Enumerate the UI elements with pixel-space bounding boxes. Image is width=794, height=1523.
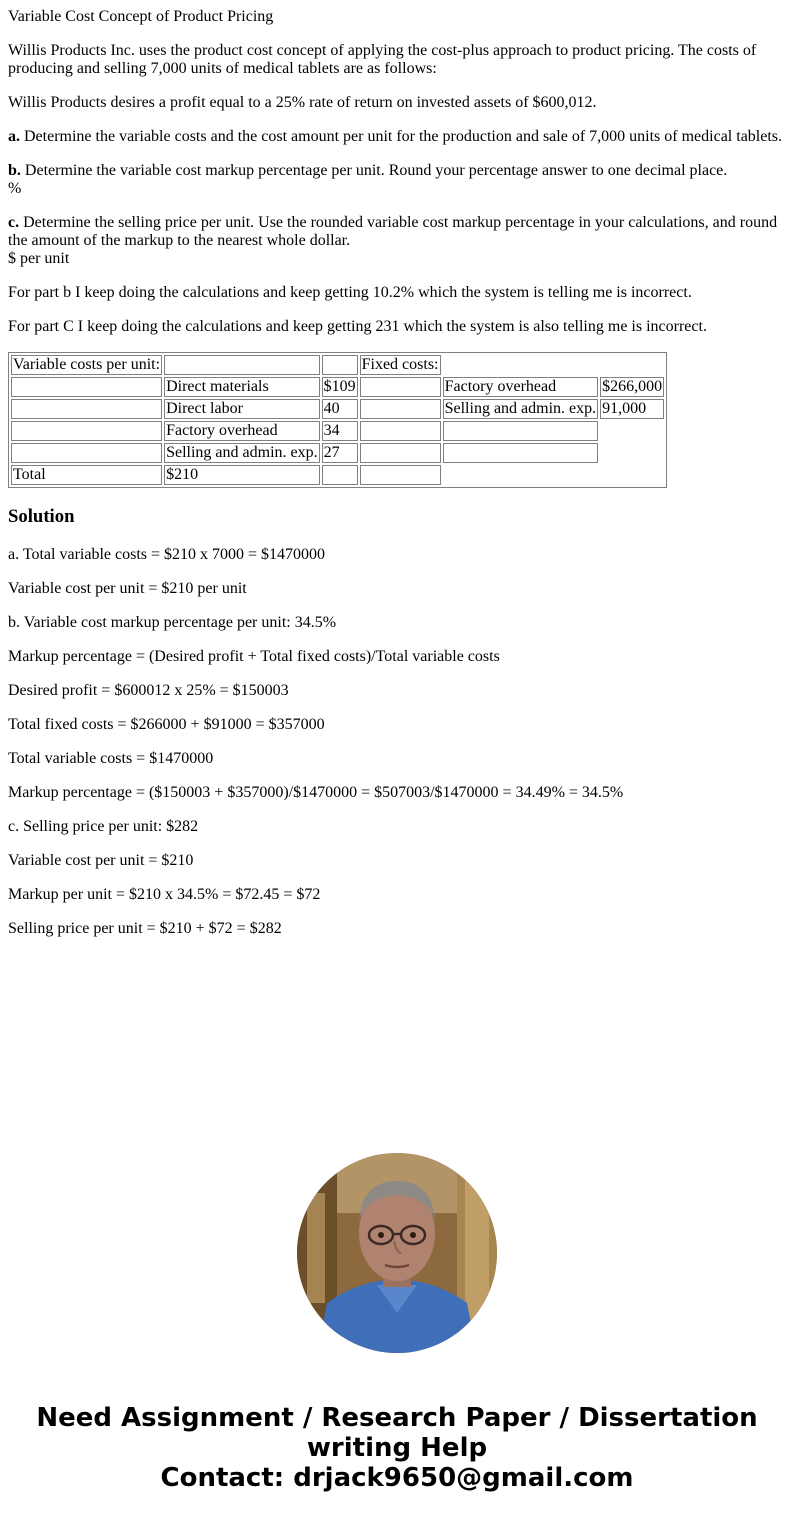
fixed-amount: $266,000 [602,378,663,395]
promo-line-2: writing Help [306,1433,488,1463]
table-row [11,399,664,419]
author-portrait [297,1153,497,1353]
table-cell [443,421,599,441]
total-label: Total [11,465,162,485]
solution-line: Variable cost per unit = $210 [8,852,194,869]
note-part-c: For part C I keep doing the calculations and keep getting 231 which the system is also telling me is incorrect. [8,318,707,335]
solution-line: Markup percentage = (Desired profit + Total fixed costs)/Total variable costs [8,648,500,665]
table-cell [360,465,441,485]
table-row [11,421,664,441]
part-c-text: Determine the selling price per unit. Use the rounded variable cost markup percentage in your calculations, and round the amount of the markup to the nearest whole dollar. [8,214,778,249]
table-cell [600,443,664,463]
table-cell [360,443,441,463]
part-b [8,162,786,198]
solution-line: Total fixed costs = $266000 + $91000 = $357000 [8,716,325,733]
table-cell [164,355,320,375]
variable-amount: $109 [323,378,356,395]
table-cell [11,399,162,419]
table-cell [322,355,358,375]
table-cell [600,421,664,441]
question-intro: Willis Products Inc. uses the product cost concept of applying the cost-plus approach to product pricing. The costs of producing and selling 7,000 units of medical tablets are as follows: [8,42,757,77]
solution-line: Markup percentage = ($150003 + $357000)/$1470000 = $507003/$1470000 = 34.49% = 34.5% [8,784,624,801]
variable-costs-header: Variable costs per unit: [13,356,161,373]
table-cell [360,377,441,397]
profit-requirement: Willis Products desires a profit equal to a 25% rate of return on invested assets of $600,012. [8,94,597,111]
promo-contact: Contact: drjack9650@gmail.com [160,1463,634,1493]
promo-line-1: Need Assignment / Research Paper / Dissertation [36,1403,758,1433]
solution-line: Markup per unit = $210 x 34.5% = $72.45 = $72 [8,886,321,903]
solution-line: Total variable costs = $1470000 [8,750,214,767]
fixed-item: Selling and admin. exp. [444,400,597,417]
solution-line: a. Total variable costs = $210 x 7000 = $1470000 [8,546,326,563]
table-cell [360,421,441,441]
table-row [11,443,664,463]
table-cell [322,465,358,485]
table-cell [11,377,162,397]
part-b-unit: % [8,180,22,197]
solution-body [8,546,786,938]
part-b-label: b. [8,162,21,179]
table-cell [11,421,162,441]
solution-line: Selling price per unit = $210 + $72 = $282 [8,920,282,937]
part-c [8,214,786,268]
fixed-amount: 91,000 [600,399,664,419]
cost-table [8,352,667,488]
fixed-item: Factory overhead [443,377,599,397]
table-cell [443,443,599,463]
table-cell [360,399,441,419]
variable-amount: 34 [322,421,358,441]
table-cell [443,355,665,375]
total-amount: $210 [164,465,320,485]
table-cell [11,443,162,463]
table-cell [443,465,665,485]
question-title: Variable Cost Concept of Product Pricing [8,8,274,25]
variable-item: Factory overhead [164,421,320,441]
variable-amount: 40 [322,399,358,419]
solution-heading: Solution [8,506,75,527]
part-a-label: a. [8,128,20,145]
part-c-unit: $ per unit [8,250,70,267]
table-row [11,355,664,375]
variable-item: Selling and admin. exp. [166,444,318,461]
part-b-text: Determine the variable cost markup percentage per unit. Round your percentage answer to one decimal place. [20,162,728,179]
variable-amount: 27 [322,443,358,463]
part-a-text: Determine the variable costs and the cost amount per unit for the production and sale of 7,000 units of medical tablets. [20,128,783,145]
table-row [11,377,664,397]
variable-item: Direct labor [164,399,320,419]
note-part-b: For part b I keep doing the calculations and keep getting 10.2% which the system is telling me is incorrect. [8,284,692,301]
solution-line: c. Selling price per unit: $282 [8,818,199,835]
table-row [11,465,664,485]
solution-line: Variable cost per unit = $210 per unit [8,580,247,597]
variable-item: Direct materials [164,377,320,397]
fixed-costs-header: Fixed costs: [360,355,441,375]
part-c-label: c. [8,214,20,231]
solution-line: b. Variable cost markup percentage per unit: 34.5% [8,614,337,631]
part-a [8,128,786,146]
solution-line: Desired profit = $600012 x 25% = $150003 [8,682,289,699]
author-avatar [297,1153,497,1353]
promo-banner [0,1403,794,1493]
